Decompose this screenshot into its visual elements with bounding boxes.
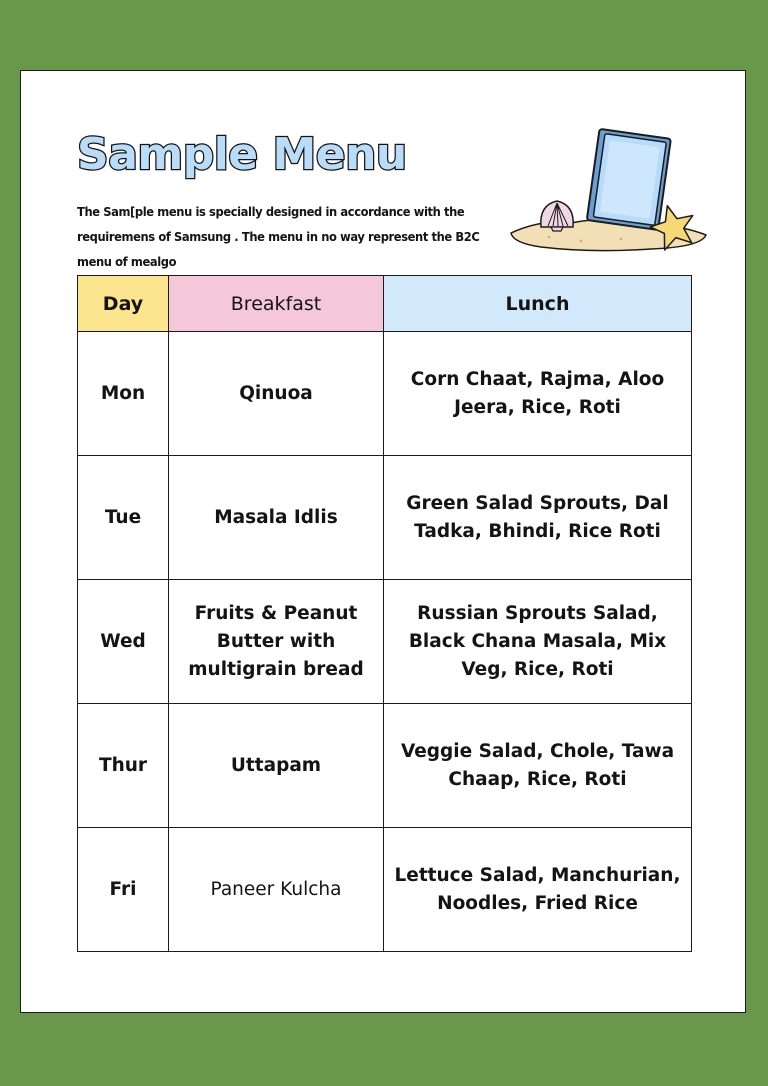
beach-book-shell-starfish-icon: [501, 123, 711, 253]
table-row: [78, 580, 692, 704]
header-lunch: Lunch: [384, 276, 692, 332]
day-cell: Mon: [78, 332, 169, 456]
lunch-cell: Veggie Salad, Chole, Tawa Chaap, Rice, Roti: [384, 704, 692, 828]
day-cell: Tue: [78, 456, 169, 580]
page-title: Sample Menu: [77, 129, 407, 180]
day-cell: Fri: [78, 828, 169, 952]
breakfast-cell: Paneer Kulcha: [169, 828, 384, 952]
table-row: [78, 332, 692, 456]
header-breakfast: Breakfast: [169, 276, 384, 332]
table-row: [78, 456, 692, 580]
lunch-cell: Russian Sprouts Salad, Black Chana Masala, Mix Veg, Rice, Roti: [384, 580, 692, 704]
lunch-cell: Green Salad Sprouts, Dal Tadka, Bhindi, Rice Roti: [384, 456, 692, 580]
menu-page: [20, 70, 746, 1013]
table-row: [78, 704, 692, 828]
table-header-row: [78, 276, 692, 332]
breakfast-cell: Masala Idlis: [169, 456, 384, 580]
day-cell: Wed: [78, 580, 169, 704]
day-cell: Thur: [78, 704, 169, 828]
breakfast-cell: Qinuoa: [169, 332, 384, 456]
breakfast-cell: Fruits & Peanut Butter with multigrain bread: [169, 580, 384, 704]
header-day: Day: [78, 276, 169, 332]
table-row: [78, 828, 692, 952]
lunch-cell: Lettuce Salad, Manchurian, Noodles, Fried Rice: [384, 828, 692, 952]
lunch-cell: Corn Chaat, Rajma, Aloo Jeera, Rice, Roti: [384, 332, 692, 456]
menu-table: [77, 275, 692, 952]
breakfast-cell: Uttapam: [169, 704, 384, 828]
intro-text: The Sam[ple menu is specially designed in accordance with the requiremens of Samsung . The menu in no way represent the B2C menu of mealgo: [77, 204, 480, 270]
